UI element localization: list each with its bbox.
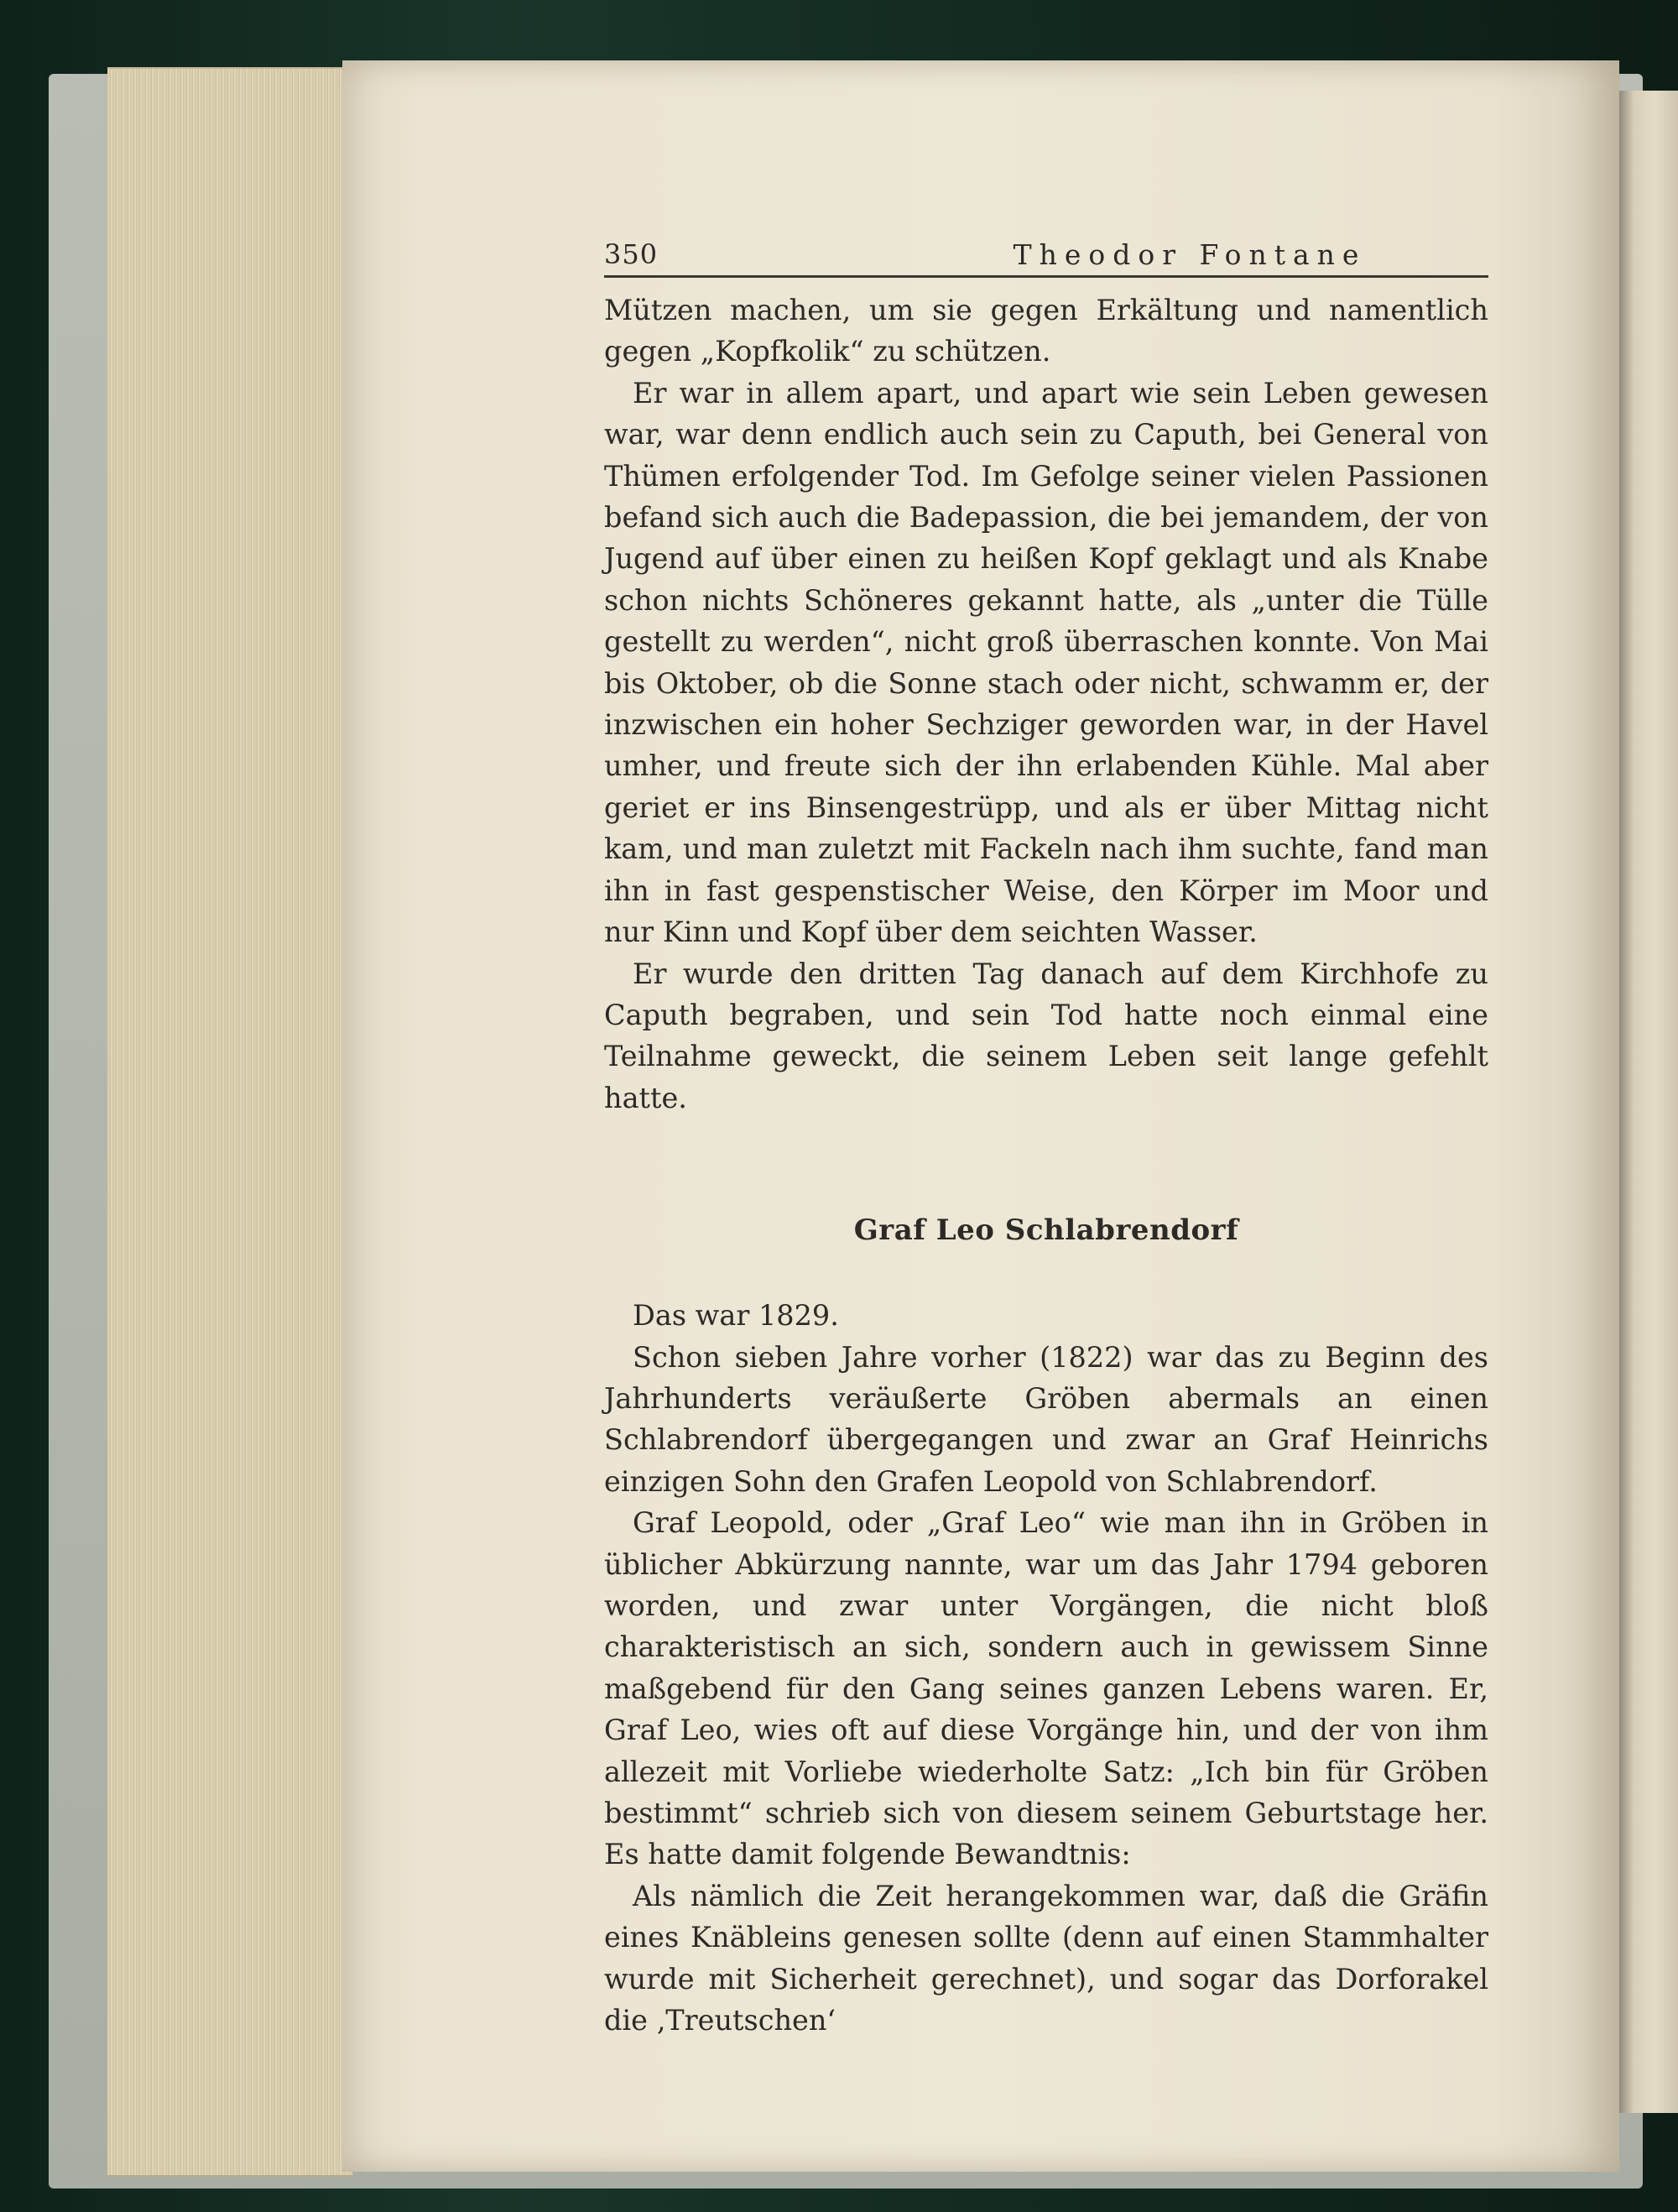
paragraph: Mützen machen, um sie gegen Erkältung und namentlich gegen „Kopfkolik“ zu schützen. xyxy=(604,294,1488,368)
paragraph: Das war 1829. xyxy=(633,1299,839,1333)
text-block-top xyxy=(604,290,1488,1119)
section-heading: Graf Leo Schlabrendorf xyxy=(853,1213,1239,1248)
running-title: Theodor Fontane xyxy=(1013,238,1367,271)
paragraph: Er war in allem apart, und apart wie sein Leben gewesen war, war denn endlich auch sein zu Caputh, bei General von Thümen erfolgender Tod. Im Gefolge seiner vielen Passionen befand sich auch die Badepassion, die bei jemandem, der von Jugend auf über einen zu heißen Kopf geklagt und als Knabe schon nichts Schöneres gekannt hatte, als „unter die Tülle gestellt zu werden“, nicht groß überraschen konnte. Von Mai bis Oktober, ob die Sonne stach oder nicht, schwamm er, der inzwischen ein hoher Sechziger geworden war, in der Havel umher, und freute sich der ihn erlabenden Kühle. Mal aber geriet er ins Binsengestrüpp, und als er über Mittag nicht kam, und man zuletzt mit Fackeln nach ihm suchte, fand man ihn in fast gespenstischer Weise, den Körper im Moor und nur Kinn und Kopf über dem seichten Wasser. xyxy=(604,376,1488,949)
text-block-section xyxy=(604,1295,1488,2041)
paragraph: Schon sieben Jahre vorher (1822) war das zu Beginn des Jahrhunderts veräußerte Gröben abermals an einen Schlabrendorf übergegangen und zwar an Graf Heinrichs einzigen Sohn den Grafen Leopold von Schlabrendorf. xyxy=(604,1340,1488,1498)
paragraph: Er wurde den dritten Tag danach auf dem Kirchhofe zu Caputh begraben, und sein Tod hatte noch einmal eine Teilnahme geweckt, die seinem Leben seit lange gefehlt hatte. xyxy=(604,957,1488,1114)
running-head xyxy=(604,225,1488,278)
paragraph: Graf Leopold, oder „Graf Leo“ wie man ihn in Gröben in üblicher Abkürzung nannte, war um das Jahr 1794 geboren worden, und zwar unter Vorgängen, die nicht bloß charakteristisch an sich, sondern auch in gewissem Sinne maßgebend für den Gang seines ganzen Lebens waren. Er, Graf Leo, wies oft auf diese Vorgänge hin, und der von ihm allezeit mit Vorliebe wiederholte Satz: „Ich bin für Gröben bestimmt“ schrieb sich von diesem seinem Geburtstage her. Es hatte damit folgende Bewandtnis: xyxy=(604,1506,1488,1871)
paragraph: Als nämlich die Zeit herangekommen war, daß die Gräfin eines Knäbleins genesen sollte (denn auf einen Stammhalter wurde mit Sicherheit gerechnet), und sogar das Dorforakel die ‚Treutschen‘ xyxy=(604,1879,1488,2037)
page-content xyxy=(604,225,1488,2041)
next-page-edge xyxy=(1619,91,1678,2113)
page-block-edges xyxy=(107,67,352,2177)
page-number: 350 xyxy=(604,238,659,270)
